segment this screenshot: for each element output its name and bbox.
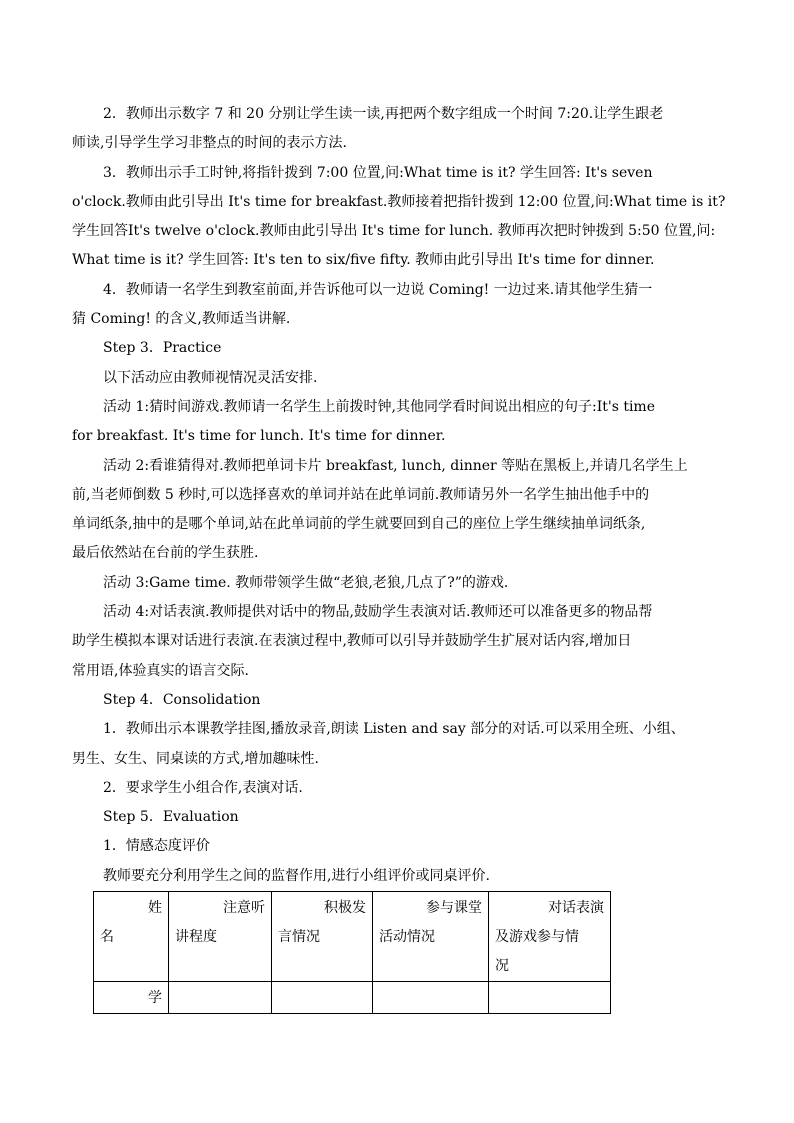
document-body <box>72 100 732 891</box>
cell-text: 注意听 <box>223 900 265 916</box>
cell-text: 名 <box>100 929 114 945</box>
paragraph-line: 学生回答It's twelve o'clock.教师由此引导出 It's time for lunch. 教师再次把时钟拨到 5:50 位置,问: <box>72 223 716 240</box>
cell-text: 对话表演 <box>548 900 604 916</box>
paragraph-line: 男生、女生、同桌读的方式,增加趣味性. <box>72 750 319 767</box>
table-header-cell <box>94 892 169 982</box>
paragraph-line: 4．教师请一名学生到教室前面,并告诉他可以一边说 Coming! 一边过来.请其他学生猜一 <box>103 281 653 298</box>
paragraph-line: 单词纸条,抽中的是哪个单词,站在此单词前的学生就要回到自己的座位上学生继续抽单词纸条, <box>72 516 646 533</box>
step-heading: Step 5．Evaluation <box>103 809 239 826</box>
paragraph-line: o'clock.教师由此引导出 It's time for breakfast.教师接着把指针拨到 12:00 位置,问:What time is it? <box>72 193 726 210</box>
table-cell <box>373 982 489 1014</box>
table-header-cell <box>272 892 373 982</box>
paragraph-line: 师读,引导学生学习非整点的时间的表示方法. <box>72 135 347 152</box>
cell-text: 参与课堂 <box>426 900 482 916</box>
table-header-cell <box>489 892 611 982</box>
cell-text: 况 <box>495 958 509 974</box>
paragraph-line: What time is it? 学生回答: It's ten to six/five fifty. 教师由此引导出 It's time for dinner. <box>72 252 655 269</box>
table-cell <box>489 982 611 1014</box>
cell-text: 讲程度 <box>175 929 217 945</box>
paragraph-line: 前,当老师倒数 5 秒时,可以选择喜欢的单词并站在此单词前.教师请另外一名学生抽出他手中的 <box>72 486 650 503</box>
cell-text: 积极发 <box>324 900 366 916</box>
paragraph-line: 活动 2:看谁猜得对.教师把单词卡片 breakfast, lunch, dinner 等贴在黑板上,并请几名学生上 <box>103 457 688 474</box>
table-header-cell <box>373 892 489 982</box>
paragraph-line: 以下活动应由教师视情况灵活安排. <box>103 369 318 386</box>
table-cell <box>169 982 272 1014</box>
paragraph-line: 活动 3:Game time. 教师带领学生做“老狼,老狼,几点了?”的游戏. <box>103 574 509 591</box>
step-heading: Step 3．Practice <box>103 340 222 357</box>
paragraph-line: 3．教师出示手工时钟,将指针拨到 7:00 位置,问:What time is it? 学生回答: It's seven <box>103 164 653 181</box>
cell-text: 及游戏参与情 <box>495 929 579 945</box>
paragraph-line: 2．要求学生小组合作,表演对话. <box>103 779 303 796</box>
paragraph-line: 教师要充分利用学生之间的监督作用,进行小组评价或同桌评价. <box>103 867 490 884</box>
paragraph-line: 活动 1:猜时间游戏.教师请一名学生上前拨时钟,其他同学看时间说出相应的句子:It's time <box>103 398 655 415</box>
table-cell: 学 <box>94 982 169 1014</box>
paragraph-line: 最后依然站在台前的学生获胜. <box>72 545 259 562</box>
paragraph-line: 猜 Coming! 的含义,教师适当讲解. <box>72 311 291 328</box>
paragraph-line: 助学生模拟本课对话进行表演.在表演过程中,教师可以引导并鼓励学生扩展对话内容,增加日 <box>72 633 632 650</box>
paragraph-line: 1．教师出示本课教学挂图,播放录音,朗读 Listen and say 部分的对话.可以采用全班、小组、 <box>103 721 685 738</box>
paragraph-line: 活动 4:对话表演.教师提供对话中的物品,鼓励学生表演对话.教师还可以准备更多的物品帮 <box>103 604 653 621</box>
paragraph-line: 1．情感态度评价 <box>103 838 210 855</box>
paragraph-line: for breakfast. It's time for lunch. It's time for dinner. <box>72 428 446 445</box>
cell-text: 姓 <box>148 900 162 916</box>
cell-text: 活动情况 <box>379 929 435 945</box>
table-header-row <box>94 892 611 982</box>
cell-text: 言情况 <box>278 929 320 945</box>
paragraph-line: 常用语,体验真实的语言交际. <box>72 662 249 679</box>
table-cell <box>272 982 373 1014</box>
evaluation-table <box>93 891 611 1014</box>
step-heading: Step 4．Consolidation <box>103 691 261 708</box>
table-row <box>94 982 611 1014</box>
paragraph-line: 2．教师出示数字 7 和 20 分别让学生读一读,再把两个数字组成一个时间 7:20.让学生跟老 <box>103 106 664 122</box>
table-header-cell <box>169 892 272 982</box>
